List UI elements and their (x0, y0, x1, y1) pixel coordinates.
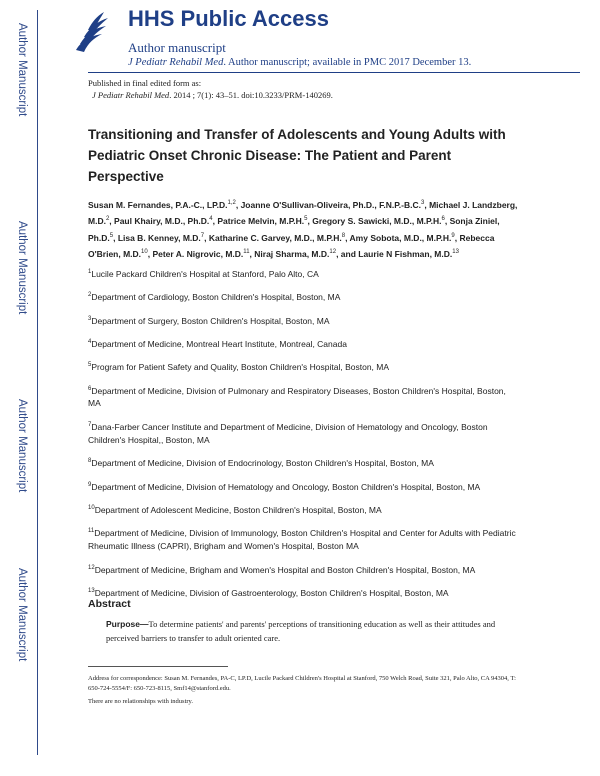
author-affiliation-ref: 7 (200, 232, 205, 239)
affiliation-number: 2 (88, 292, 92, 299)
affiliation-text: Department of Medicine, Division of Gastroenterology, Boston Children's Hospital, Boston, MA (94, 587, 449, 598)
author-name: Gregory S. Sawicki, M.D., M.P.H. (312, 216, 442, 227)
affiliation-item (88, 313, 518, 328)
publication-citation (92, 90, 333, 100)
affiliation-number: 8 (88, 458, 92, 465)
affiliation-number: 11 (88, 528, 95, 535)
affiliation-text: Department of Medicine, Division of Hematology and Oncology, Boston Children's Hospital, Boston, MA (91, 481, 481, 492)
footnote-rule (88, 666, 228, 667)
author-separator: , and (336, 248, 359, 259)
author-affiliation-ref: 4 (209, 216, 213, 223)
affiliation-text: Department of Cardiology, Boston Children's Hospital, Boston, MA (91, 292, 341, 303)
header-rule (88, 72, 580, 73)
author-name: Michael J. Landzberg, M.D. (88, 199, 518, 227)
affiliation-item (88, 383, 518, 411)
author-name: Amy Sobota, M.D., M.P.H. (349, 232, 452, 243)
affiliation-item (88, 419, 518, 447)
affiliation-text: Lucile Packard Children's Hospital at Stanford, Palo Alto, CA (91, 268, 319, 279)
author-affiliation-ref: 8 (341, 232, 346, 239)
hhs-public-access-title: HHS Public Access (128, 6, 329, 31)
affiliation-item (88, 562, 518, 577)
author-separator: , (212, 216, 218, 227)
correspondence-footnote: Address for correspondence: Susan M. Fernandes, PA-C, LP.D, Lucile Packard Children's Hospital at Stanford, 750 Welch Road, Suite 321, Palo Alto, CA 94304, T: 650-724-5554/F: 650-723-8115, Smf14@stanford.edu. (88, 675, 516, 692)
author-name: Susan M. Fernandes, P.A.-C., LP.D. (88, 199, 228, 210)
affiliation-number: 1 (88, 269, 92, 275)
hhs-eagle-logo-icon (72, 10, 110, 58)
affiliation-text: Dana-Farber Cancer Institute and Department of Medicine, Division of Hematology and Oncology, Boston Children's Hospital,, Boston, MA (88, 421, 488, 445)
affiliation-number: 3 (88, 315, 92, 322)
affiliation-number: 7 (88, 421, 92, 428)
header-availability: . Author manuscript; available in PMC 2017 December 13. (223, 57, 472, 68)
affiliation-item (88, 289, 518, 304)
affiliation-item (88, 585, 518, 600)
affiliation-item (88, 266, 518, 281)
author-affiliation-ref: 9 (451, 232, 455, 239)
author-separator: , (109, 216, 115, 227)
side-label-3: Author Manuscript (16, 399, 28, 493)
affiliation-text: Department of Medicine, Brigham and Women's Hospital and Boston Children's Hospital, Boston, MA (94, 564, 476, 575)
author-separator: , (307, 216, 313, 227)
author-separator: , (444, 216, 450, 227)
side-label-2: Author Manuscript (16, 221, 28, 315)
affiliation-number: 5 (88, 362, 92, 369)
purpose-label: Purpose— (106, 619, 149, 629)
affiliation-item (88, 336, 518, 351)
availability-line (128, 57, 471, 68)
abstract-heading: Abstract (88, 598, 131, 610)
author-affiliation-ref: 12 (329, 248, 337, 255)
abstract-purpose (106, 618, 516, 645)
author-manuscript-subtitle: Author manuscript (128, 40, 226, 55)
affiliation-number: 10 (88, 504, 95, 511)
affiliation-number: 9 (88, 481, 92, 488)
affiliation-text: Department of Medicine, Division of Endocrinology, Boston Children's Hospital, Boston, MA (91, 458, 434, 469)
affiliation-number: 12 (88, 564, 95, 571)
affiliation-text: Department of Surgery, Boston Children's Hospital, Boston, MA (91, 315, 330, 326)
author-affiliation-ref: 6 (441, 216, 445, 223)
author-name: Katharine C. Garvey, M.D., M.P.H. (208, 232, 342, 243)
author-list (88, 196, 518, 261)
affiliation-list (88, 266, 518, 608)
affiliation-item (88, 525, 518, 553)
author-affiliation-ref: 11 (243, 248, 250, 255)
header-journal-name: J Pediatr Rehabil Med (128, 57, 224, 68)
citation-journal: J Pediatr Rehabil Med (92, 90, 170, 100)
author-affiliation-ref: 10 (141, 248, 148, 255)
affiliation-item (88, 455, 518, 470)
author-separator: , (113, 232, 118, 243)
author-separator: , (249, 248, 255, 259)
author-separator: , (424, 199, 430, 210)
purpose-text: To determine patients' and parents' perceptions of transitioning education as well as their attitudes and perceived barriers to transfer to adult oriented care. (106, 619, 496, 643)
author-name: Patrice Melvin, M.P.H. (217, 216, 305, 227)
author-separator: , (235, 199, 241, 210)
affiliation-number: 13 (88, 587, 95, 594)
side-divider (37, 10, 38, 755)
author-name: Sonja Ziniel, Ph.D. (88, 216, 500, 243)
author-affiliation-ref: 13 (452, 248, 459, 255)
affiliation-item (88, 359, 518, 374)
author-separator: , (204, 232, 209, 243)
author-name: Peter A. Nigrovic, M.D. (152, 248, 244, 259)
author-name: Laurie N Fishman, M.D. (358, 248, 453, 259)
author-name: Lisa B. Kenney, M.D. (117, 232, 201, 243)
citation-details: . 2014 ; 7(1): 43–51. doi:10.3233/PRM-140269. (169, 90, 333, 100)
affiliation-item (88, 479, 518, 494)
affiliation-number: 6 (88, 385, 92, 392)
affiliation-number: 4 (88, 338, 92, 345)
affiliation-text: Department of Adolescent Medicine, Boston Children's Hospital, Boston, MA (94, 504, 382, 515)
author-separator: , (454, 232, 460, 243)
author-name: Paul Khairy, M.D., Ph.D. (114, 216, 210, 227)
paper-title: Transitioning and Transfer of Adolescents and Young Adults with Pediatric Onset Chronic Disease: The Patient and Parent Perspective (88, 127, 506, 184)
side-label-4: Author Manuscript (16, 568, 28, 662)
affiliation-text: Program for Patient Safety and Quality, Boston Children's Hospital, Boston, MA (91, 362, 390, 373)
disclosure-footnote: There are no relationships with industry. (88, 698, 193, 705)
author-name: Rebecca O'Brien, M.D. (88, 232, 495, 259)
affiliation-item (88, 502, 518, 517)
author-separator: , (345, 232, 350, 243)
published-label: Published in final edited form as: (88, 78, 202, 88)
affiliation-text: Department of Medicine, Montreal Heart Institute, Montreal, Canada (91, 338, 347, 349)
author-affiliation-ref: 5 (304, 216, 308, 223)
author-affiliation-ref: 3 (421, 200, 425, 206)
author-name: Joanne O'Sullivan-Oliveira, Ph.D., F.N.P.-B.C. (240, 199, 421, 210)
side-label-1: Author Manuscript (16, 23, 28, 117)
affiliation-text: Department of Medicine, Division of Immunology, Boston Children's Hospital and Center for Adults with Pediatric Rheumatic Illness (CAPRI), Brigham and Women's Hospital, Boston MA (88, 528, 516, 552)
affiliation-text: Department of Medicine, Division of Pulmonary and Respiratory Diseases, Boston Children's Hospital, Boston, MA (88, 385, 506, 409)
author-affiliation-ref: 5 (109, 232, 114, 239)
author-name: Niraj Sharma, M.D. (254, 248, 330, 259)
author-separator: , (147, 248, 153, 259)
author-affiliation-ref: 2 (105, 216, 110, 223)
author-affiliation-ref: 1,2 (227, 200, 236, 206)
